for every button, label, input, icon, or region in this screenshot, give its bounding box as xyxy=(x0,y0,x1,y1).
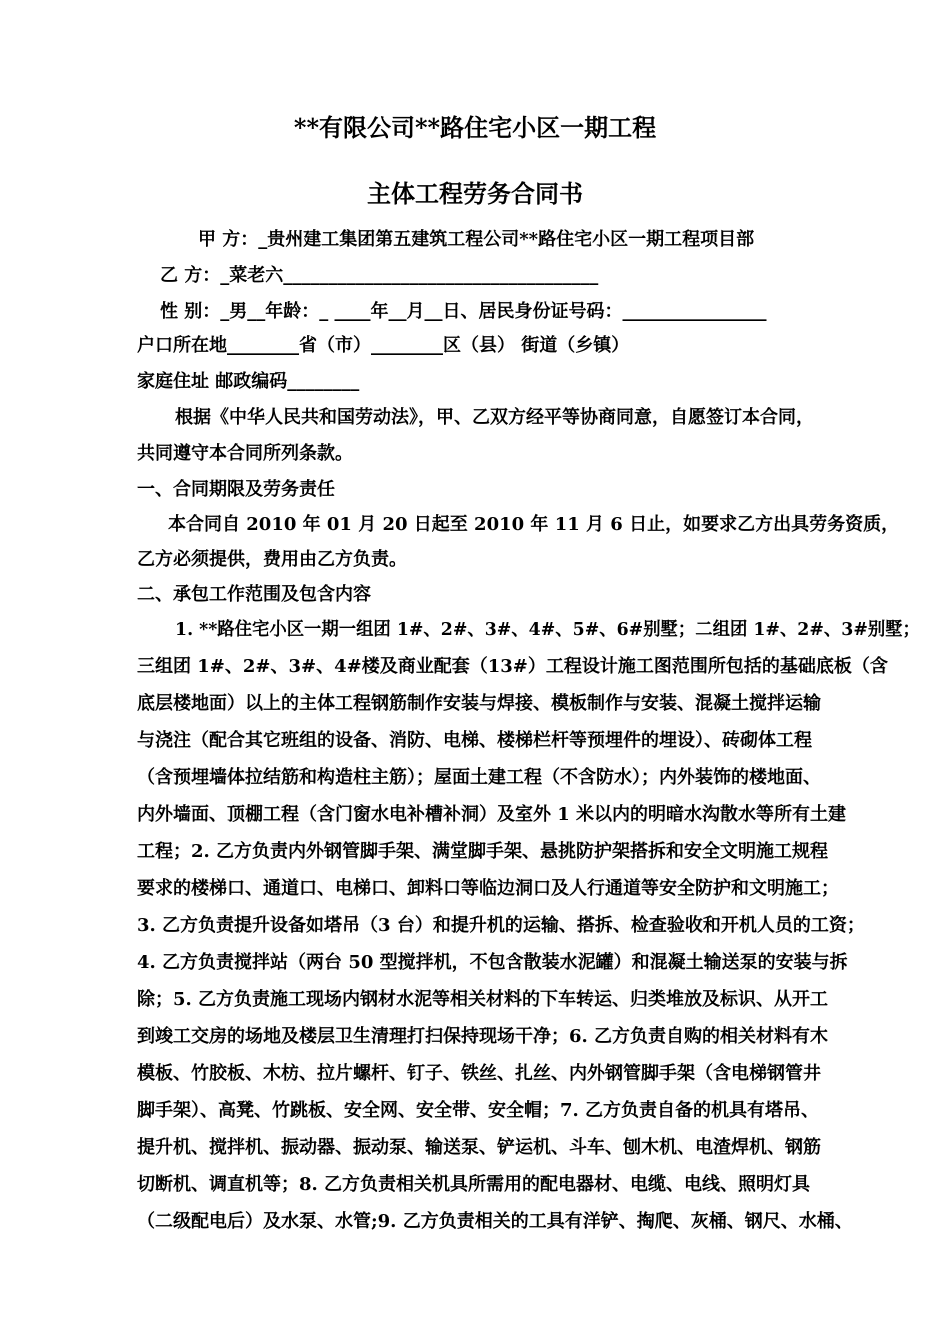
section-2-line: 底层楼地面）以上的主体工程钢筋制作安装与焊接、模板制作与安装、混凝土搅拌运输 xyxy=(137,693,821,714)
section-2-line: （二级配电后）及水泵、水管;9. 乙方负责相关的工具有洋铲、掏爬、灰桶、钢尺、水桶、 xyxy=(137,1211,853,1232)
section-2-line: 脚手架）、高凳、竹跳板、安全网、安全带、安全帽；7. 乙方负责自备的机具有塔吊、 xyxy=(137,1100,820,1121)
intro-line: 共同遵守本合同所列条款。 xyxy=(137,443,353,464)
title-line-1: **有限公司**路住宅小区一期工程 xyxy=(293,113,657,142)
section-2-line: 1. **路住宅小区一期一组团 1#、2#、3#、4#、5#、6#别墅；二组团 1#、2#、3#别墅； xyxy=(175,619,920,640)
section-2-line: 切断机、调直机等；8. 乙方负责相关机具所需用的配电器材、电缆、电线、照明灯具 xyxy=(137,1174,811,1195)
party-b-line: 乙 方：_菜老六___________________________________ xyxy=(160,265,599,286)
personal-info-line: 性 别：_男__年龄：_ ____年__月__日、居民身份证号码：________________ xyxy=(160,301,767,322)
section-2-line: 提升机、搅拌机、振动器、振动泵、输送泵、铲运机、斗车、刨木机、电渣焊机、钢筋 xyxy=(137,1137,821,1158)
section-2-heading: 二、承包工作范围及包含内容 xyxy=(137,584,371,605)
household-line: 户口所在地________省（市）________区（县） 街道（乡镇） xyxy=(137,335,630,356)
section-2-line: 除；5. 乙方负责施工现场内钢材水泥等相关材料的下车转运、归类堆放及标识、从开工 xyxy=(137,989,829,1010)
home-address-line: 家庭住址 邮政编码________ xyxy=(137,371,360,392)
section-2-line: 模板、竹胶板、木枋、拉片螺杆、钉子、铁丝、扎丝、内外钢管脚手架（含电梯钢管井 xyxy=(137,1063,821,1084)
section-2-line: 要求的楼梯口、通道口、电梯口、卸料口等临边洞口及人行通道等安全防护和文明施工； xyxy=(137,878,839,899)
section-2-line: 三组团 1#、2#、3#、4#楼及商业配套（13#）工程设计施工图范围所包括的基础底板（含 xyxy=(137,656,888,677)
section-2-line: 内外墙面、顶棚工程（含门窗水电补槽补洞）及室外 1 米以内的明暗水沟散水等所有土建 xyxy=(137,804,847,825)
section-2-line: （含预埋墙体拉结筋和构造柱主筋）；屋面土建工程（不含防水）；内外装饰的楼地面、 xyxy=(137,767,821,788)
section-1-heading: 一、合同期限及劳务责任 xyxy=(137,479,335,500)
intro-line: 根据《中华人民共和国劳动法》，甲、乙双方经平等协商同意，自愿签订本合同， xyxy=(175,407,814,428)
title-line-2: 主体工程劳务合同书 xyxy=(367,179,583,208)
section-1-line: 本合同自 2010 年 01 月 20 日起至 2010 年 11 月 6 日止，如要求乙方出具劳务资质， xyxy=(168,514,900,535)
section-2-line: 与浇注（配合其它班组的设备、消防、电梯、楼梯栏杆等预埋件的埋设）、砖砌体工程 xyxy=(137,730,812,751)
section-1-line: 乙方必须提供，费用由乙方负责。 xyxy=(137,549,407,570)
party-a-line: 甲 方：_贵州建工集团第五建筑工程公司**路住宅小区一期工程项目部 xyxy=(198,229,755,250)
section-2-line: 3. 乙方负责提升设备如塔吊（3 台）和提升机的运输、搭拆、检查验收和开机人员的工资； xyxy=(137,915,865,936)
section-2-line: 工程；2. 乙方负责内外钢管脚手架、满堂脚手架、悬挑防护架搭拆和安全文明施工规程 xyxy=(137,841,829,862)
section-2-line: 到竣工交房的场地及楼层卫生清理打扫保持现场干净；6. 乙方负责自购的相关材料有木 xyxy=(137,1026,829,1047)
section-2-line: 4. 乙方负责搅拌站（两台 50 型搅拌机，不包含散装水泥罐）和混凝土输送泵的安装与拆 xyxy=(137,952,848,973)
